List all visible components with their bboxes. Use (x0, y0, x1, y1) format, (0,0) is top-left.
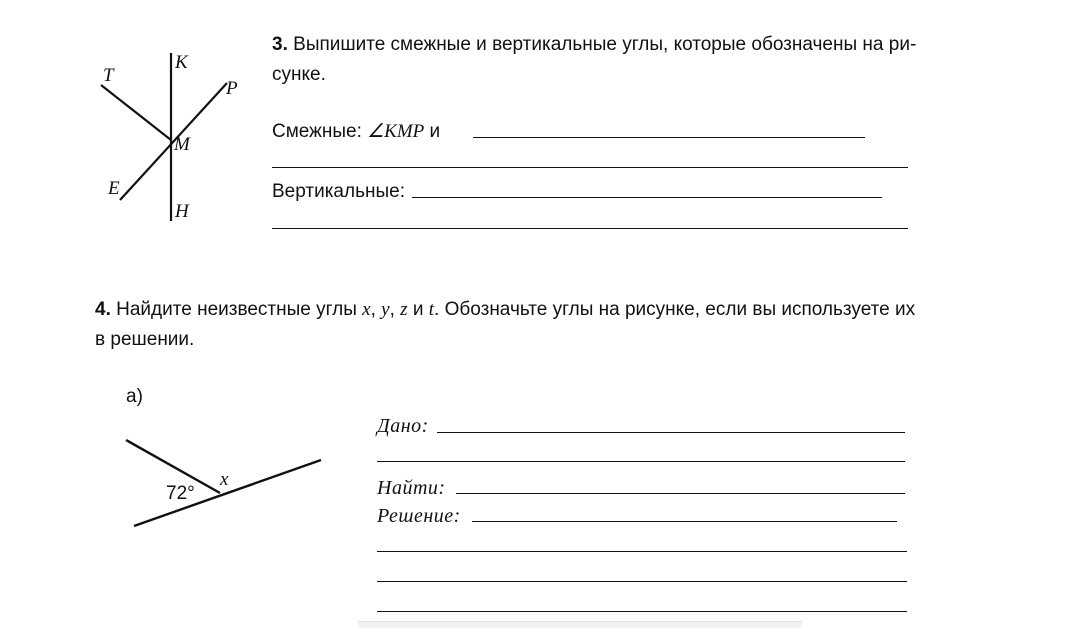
var-y: y (381, 299, 390, 320)
point-label-k: K (175, 52, 188, 73)
point-label-h: H (175, 201, 189, 222)
adjacent-and: и (429, 121, 441, 142)
task4-text-part2: . Обозначьте углы на рисунке, если вы используете их (434, 299, 916, 320)
conj-and: и (412, 299, 424, 320)
adjacent-label: Смежные: (272, 121, 362, 142)
subtask-a-label: а) (126, 386, 143, 407)
task3-number: 3. (272, 34, 288, 55)
task3-text-line2: сунке. (272, 64, 326, 85)
var-z: z (400, 299, 408, 320)
adjacent-angle: ∠KMP (367, 121, 425, 142)
var-x: x (362, 299, 371, 320)
point-label-e: E (108, 178, 120, 199)
vertical-label: Вертикальные: (272, 181, 405, 202)
solution-label: Решение: (377, 505, 461, 527)
point-label-p: P (226, 78, 238, 99)
vertical-angles-row (272, 181, 405, 203)
task4-statement: 4. Найдите неизвестные углы x, y, z и t. Обозначьте углы на рисунке, если вы используете их в решении. (95, 295, 995, 355)
find-answer-line[interactable] (456, 493, 905, 494)
adjacent-answer-line[interactable] (473, 137, 865, 138)
solution-answer-line[interactable] (472, 521, 897, 522)
adjacent-answer-line-2[interactable] (272, 167, 908, 168)
task3-text-line1: Выпишите смежные и вертикальные углы, которые обозначены на ри- (293, 34, 917, 55)
solution-answer-line-3[interactable] (377, 581, 907, 582)
given-answer-line[interactable] (437, 432, 905, 433)
task3-statement (272, 30, 972, 90)
var-t: t (428, 299, 435, 320)
task4-text-part1: Найдите неизвестные углы (116, 299, 357, 320)
point-label-m: M (174, 134, 190, 155)
adjacent-angles-row (272, 120, 440, 143)
angle-value-label: 72° (166, 483, 195, 504)
solution-answer-line-2[interactable] (377, 551, 907, 552)
solution-answer-line-4[interactable] (377, 611, 907, 612)
vertical-answer-line-2[interactable] (272, 228, 908, 229)
task4-number: 4. (95, 299, 111, 320)
point-label-t: T (103, 65, 114, 86)
angle-x-label: x (220, 469, 229, 490)
given-label: Дано: (377, 415, 429, 437)
given-answer-line-2[interactable] (377, 461, 905, 462)
task4-text-line2: в решении. (95, 329, 195, 350)
find-label: Найти: (377, 477, 446, 499)
vertical-answer-line[interactable] (412, 197, 882, 198)
